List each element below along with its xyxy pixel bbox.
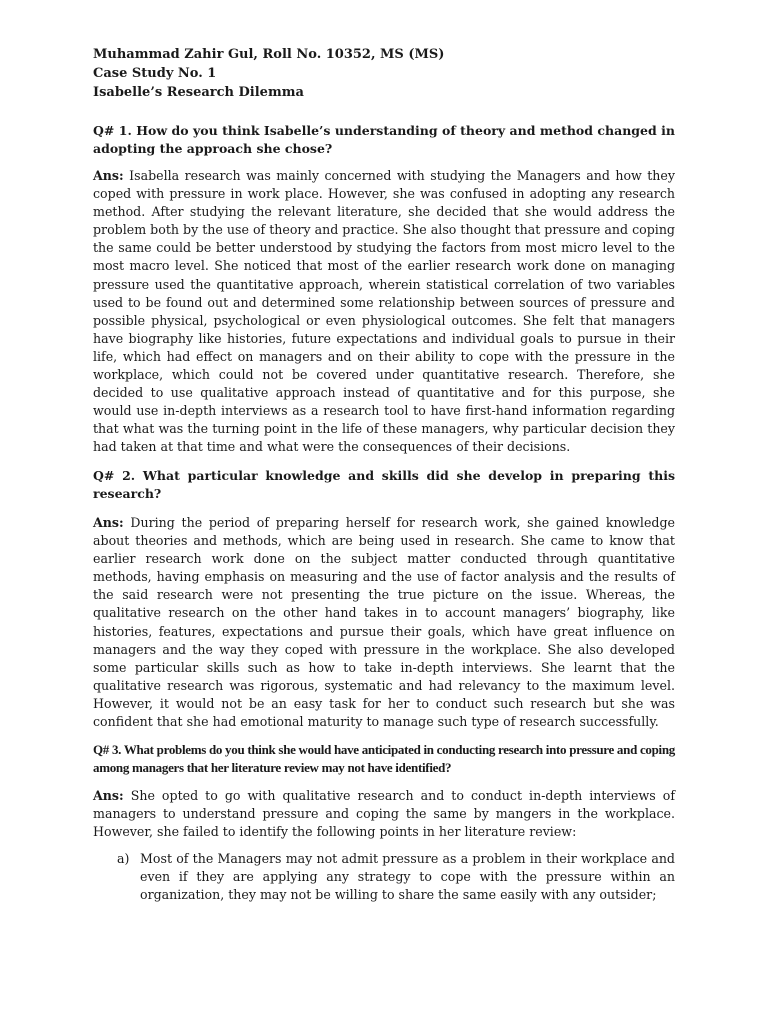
answer-3 — [93, 787, 675, 841]
document-title: Isabelle’s Research Dilemma — [93, 85, 304, 100]
author-line: Muhammad Zahir Gul, Roll No. 10352, MS (MS) — [93, 47, 445, 62]
answer-2-label: Ans: — [93, 515, 124, 530]
list-item-text: Most of the Managers may not admit pressure as a problem in their workplace and even if they are applying any strategy to cope with the pressure within an organization, they may not be willing to share the same easily with any outsider; — [140, 851, 675, 903]
answer-2 — [93, 514, 675, 731]
case-study-number: Case Study No. 1 — [93, 66, 217, 81]
answer-1-text: Isabella research was mainly concerned with studying the Managers and how they coped with pressure in work place. However, she was confused in adopting any research method. After studying the relevant literature, she decided that she would address the problem both by the use of theory and practice. She also thought that pressure and coping the same could be better understood by studying the factors from most micro level to the most macro level. She noticed that most of the earlier research work done on managing pressure used the quantitative approach, wherein statistical correlation of two variables used to be found out and determined some relationship between sources of pressure and possible physical, psychological or even physiological outcomes. She felt that managers have biography like histories, future expectations and individual goals to pursue in their life, which had effect on managers and on their ability to cope with the pressure in the workplace, which could not be covered under quantitative research. Therefore, she decided to use qualitative approach instead of quantitative and for this purpose, she would use in-depth interviews as a research tool to have first-hand information regarding that what was the turning point in the life of these managers, why particular decision they had taken at that time and what were the consequences of their decisions. — [93, 168, 675, 455]
question-1: Q# 1. How do you think Isabelle’s understanding of theory and method changed in adopting the approach she chose? — [93, 123, 675, 156]
answer-3-label: Ans: — [93, 788, 124, 803]
answer-1 — [93, 167, 675, 457]
answer-1-label: Ans: — [93, 168, 124, 183]
question-2: Q# 2. What particular knowledge and skills did she develop in preparing this research? — [93, 468, 675, 501]
question-3: Q# 3. What problems do you think she would have anticipated in conducting research into pressure and coping among managers that her literature review may not have identified? — [93, 742, 675, 775]
list-item — [117, 850, 675, 904]
answer-3-text: She opted to go with qualitative research and to conduct in-depth interviews of managers to understand pressure and coping the same by mangers in the workplace. However, she failed to identify the following points in her literature review: — [93, 788, 675, 840]
list-item-marker: a) — [117, 851, 130, 866]
document-header — [93, 45, 444, 102]
answer-2-text: During the period of preparing herself for research work, she gained knowledge about theories and methods, which are being used in research. She came to know that earlier research work done on the subject matter conducted through quantitative methods, having emphasis on measuring and the use of factor analysis and the results of the said research were not presenting the true picture on the issue. Whereas, the qualitative research on the other hand takes in to account managers’ biography, like histories, features, expectations and pursue their goals, which have great influence on managers and the way they coped with pressure in the workplace. She also developed some particular skills such as how to take in-depth interviews. She learnt that the qualitative research was rigorous, systematic and had relevancy to the maximum level. However, it would not be an easy task for her to conduct such research but she was confident that she had emotional maturity to manage such type of research successfully. — [93, 515, 675, 730]
